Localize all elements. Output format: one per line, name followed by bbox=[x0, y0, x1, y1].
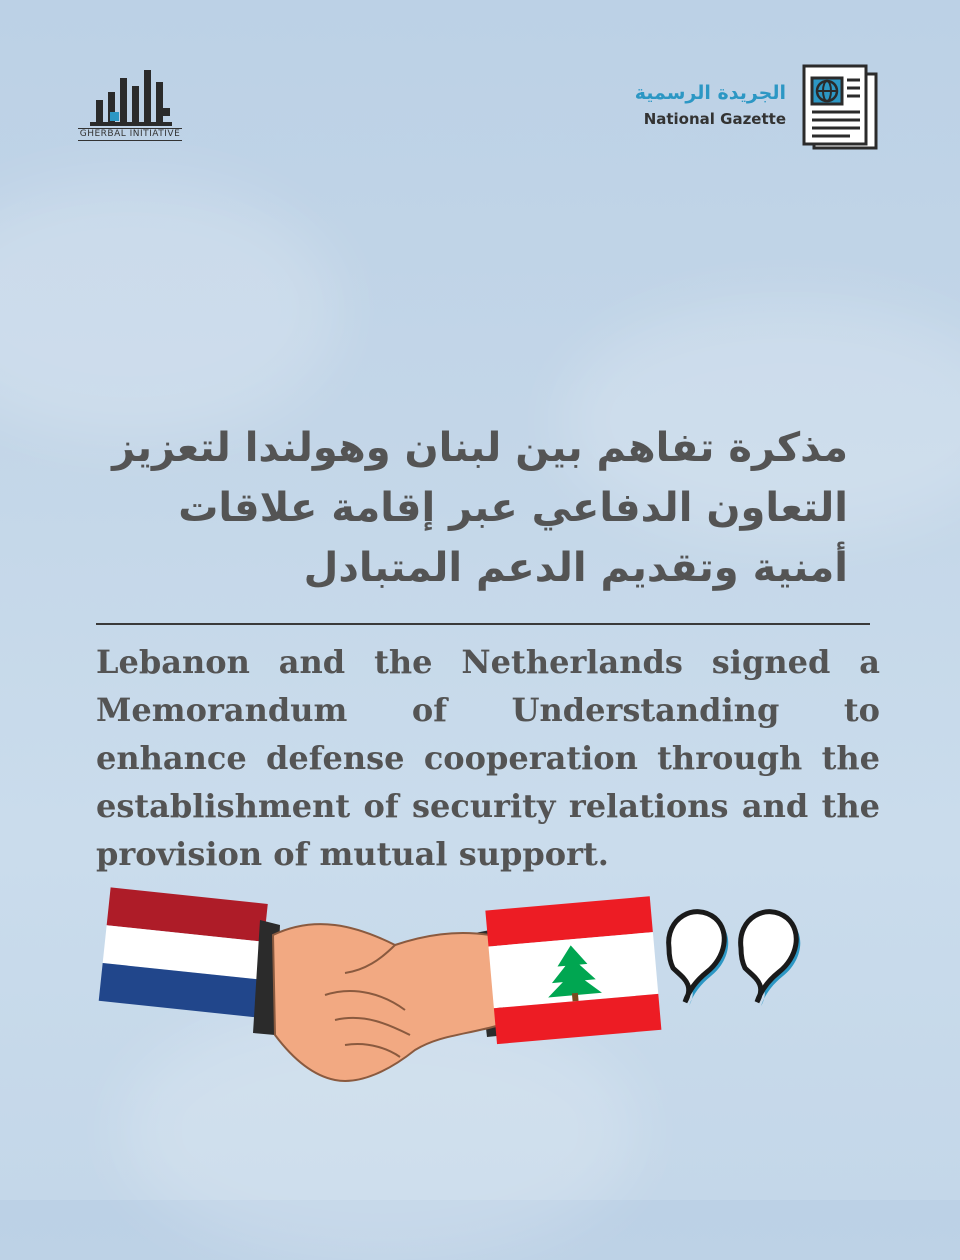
handshake-illustration bbox=[95, 885, 665, 1095]
national-gazette-brand bbox=[634, 60, 884, 152]
gherbal-name: GHERBAL INITIATIVE bbox=[79, 129, 181, 139]
gazette-arabic-name: الجريدة الرسمية bbox=[634, 82, 786, 104]
lebanon-flag bbox=[485, 896, 661, 1044]
english-summary: Lebanon and the Netherlands signed a Memorandum of Understanding to enhance defense cooperation through the establishment of security relations and the provision of mutual support. bbox=[96, 643, 880, 873]
newspaper-globe-icon bbox=[794, 60, 884, 152]
headline-divider bbox=[96, 623, 870, 625]
quote-mark-icon bbox=[655, 888, 805, 1008]
gherbal-logo bbox=[82, 48, 182, 140]
arabic-headline: مذكرة تفاهم بين لبنان وهولندا لتعزيز التعاون الدفاعي عبر إقامة علاقات أمنية وتقديم الدعم المتبادل bbox=[112, 425, 848, 591]
gazette-english-name: National Gazette bbox=[643, 110, 786, 128]
netherlands-flag bbox=[99, 887, 268, 1017]
